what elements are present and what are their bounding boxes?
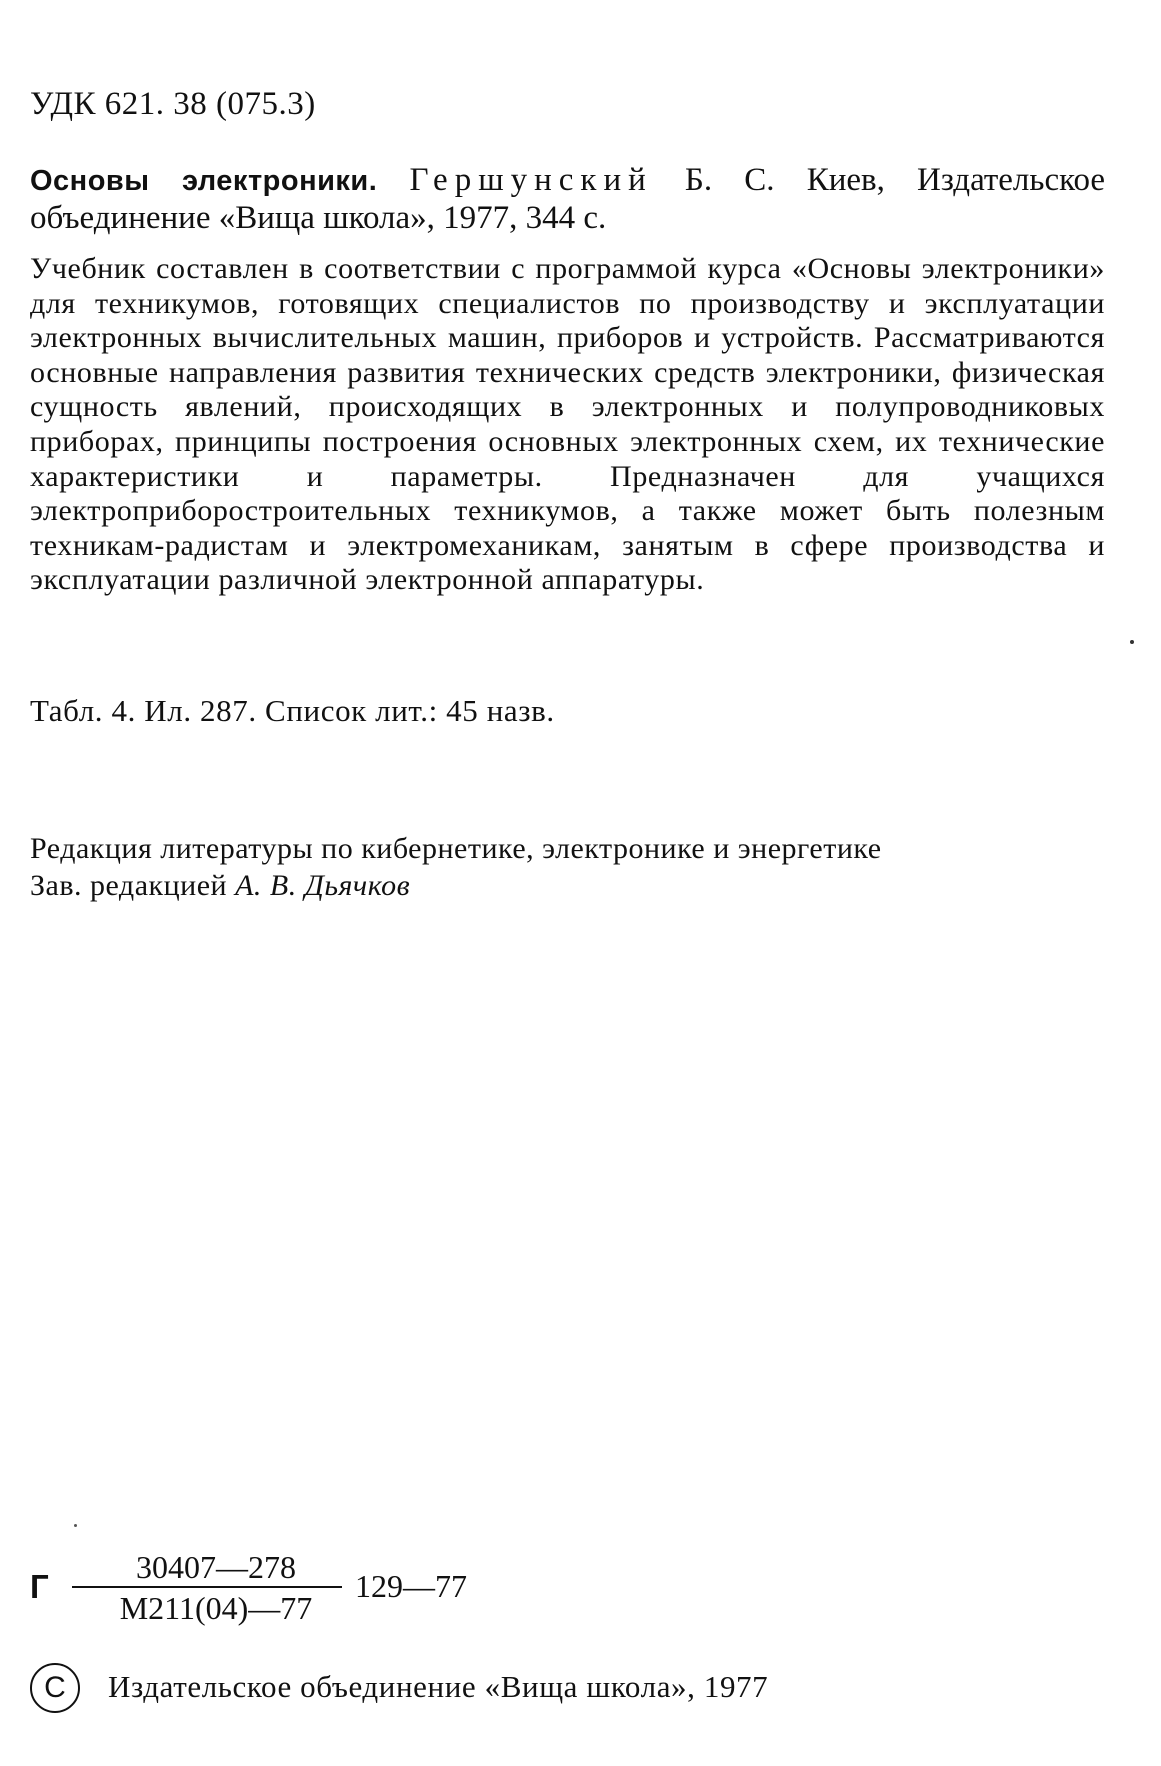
index-numerator: 30407—278 — [136, 1549, 296, 1585]
scan-speck — [1130, 640, 1134, 644]
publication-details: Б. С. Киев, Издательское объединение «Вища школа», 1977, 344 с. — [30, 162, 1105, 236]
editorial-info — [30, 830, 882, 904]
index-fraction — [72, 1548, 342, 1628]
scan-speck — [74, 1524, 77, 1527]
book-title: Основы электроники. — [30, 165, 378, 197]
editor-line — [30, 867, 882, 904]
udk-code: УДК 621. 38 (075.3) — [30, 86, 316, 122]
book-statistics: Табл. 4. Ил. 287. Список лит.: 45 назв. — [30, 693, 555, 728]
book-abstract: Учебник составлен в соответствии с программой курса «Основы электроники» для техникумов, готовящих специалистов по производству и эксплуатации электронных вычислительных машин, приборов и устройств. Рассматриваются основные направления развития технических средств электроники, физическая сущность явлений, происходящих в электронных и полупроводниковых приборах, принципы построения основных электронных схем, их технические характеристики и параметры. Предназначен для учащихся электроприборостроительных техникумов, а также может быть полезным техникам-радистам и электромеханикам, занятым в сфере производства и эксплуатации различной электронной аппаратуры. — [30, 252, 1105, 597]
index-suffix: 129—77 — [355, 1568, 467, 1604]
copyright-text: Издательское объединение «Вища школа», 1977 — [108, 1669, 769, 1704]
editor-label: Зав. редакцией — [30, 869, 236, 902]
editorial-department: Редакция литературы по кибернетике, электронике и энергетике — [30, 832, 882, 865]
publication-index-code — [30, 1548, 630, 1638]
bibliographic-description — [30, 162, 1105, 237]
editor-name: А. В. Дьячков — [235, 869, 411, 902]
index-denominator: М211(04)—77 — [119, 1590, 313, 1626]
index-letter: Г — [30, 1568, 49, 1605]
copyright-icon: C — [30, 1663, 80, 1713]
book-author: Гершунский — [409, 162, 653, 198]
